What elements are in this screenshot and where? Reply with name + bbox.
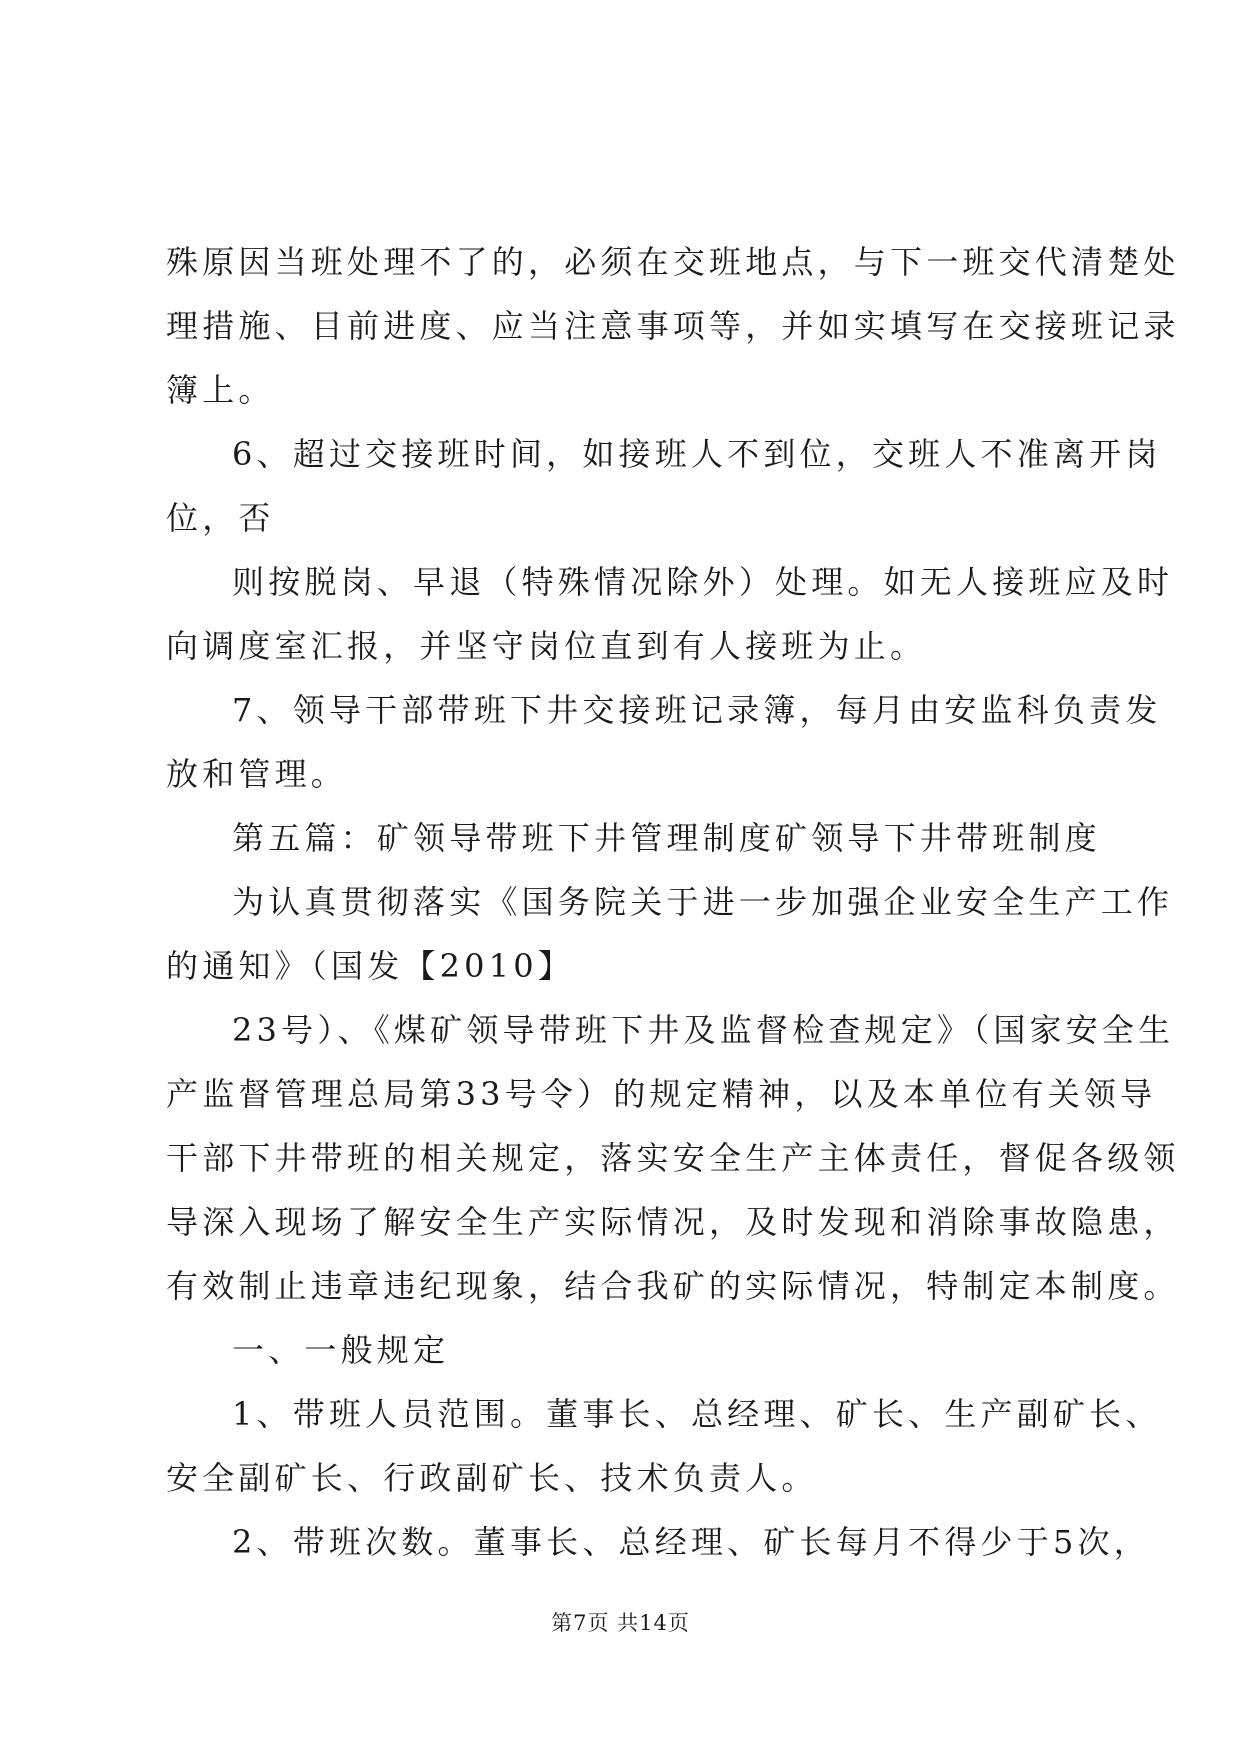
text-line-1: 殊原因当班处理不了的，必须在交班地点，与下一班交代清楚处 bbox=[166, 243, 1180, 281]
text-line-3: 簿上。 bbox=[166, 371, 275, 409]
text-line-16: 导深入现场了解安全生产实际情况，及时发现和消除事故隐患， bbox=[166, 1203, 1180, 1241]
text-line-4: 6、超过交接班时间，如接班人不到位，交班人不准离开岗 bbox=[232, 435, 1162, 473]
section-heading: 第五篇：矿领导带班下井管理制度矿领导下井带班制度 bbox=[232, 819, 1101, 857]
text-line-11: 为认真贯彻落实《国务院关于进一步加强企业安全生产工作 bbox=[232, 883, 1174, 921]
body-text bbox=[166, 230, 1180, 1574]
text-line-12: 的通知》（国发【2010】 bbox=[166, 947, 575, 985]
text-line-15: 干部下井带班的相关规定，落实安全生产主体责任，督促各级领 bbox=[166, 1139, 1180, 1177]
text-line-21: 2、带班次数。董事长、总经理、矿长每月不得少于5次， bbox=[232, 1523, 1150, 1561]
text-line-7: 向调度室汇报，并坚守岗位直到有人接班为止。 bbox=[166, 627, 927, 665]
page-number-footer: 第7页 共14页 bbox=[551, 1611, 690, 1635]
text-line-19: 1、带班人员范围。董事长、总经理、矿长、生产副矿长、 bbox=[232, 1395, 1162, 1433]
text-line-14: 产监督管理总局第33号令）的规定精神，以及本单位有关领导 bbox=[166, 1075, 1157, 1113]
text-line-8: 7、领导干部带班下井交接班记录簿，每月由安监科负责发 bbox=[232, 691, 1162, 729]
text-line-6: 则按脱岗、早退（特殊情况除外）处理。如无人接班应及时 bbox=[232, 563, 1174, 601]
subsection-heading: 一、一般规定 bbox=[232, 1331, 450, 1369]
text-line-13: 23号）、《煤矿领导带班下井及监督检查规定》（国家安全生 bbox=[232, 1011, 1175, 1049]
text-line-17: 有效制止违章违纪现象，结合我矿的实际情况，特制定本制度。 bbox=[166, 1267, 1180, 1305]
text-line-9: 放和管理。 bbox=[166, 755, 348, 793]
text-line-20: 安全副矿长、行政副矿长、技术负责人。 bbox=[166, 1459, 818, 1497]
text-line-2: 理措施、目前进度、应当注意事项等，并如实填写在交接班记录 bbox=[166, 307, 1180, 345]
text-line-5: 位，否 bbox=[166, 499, 275, 537]
